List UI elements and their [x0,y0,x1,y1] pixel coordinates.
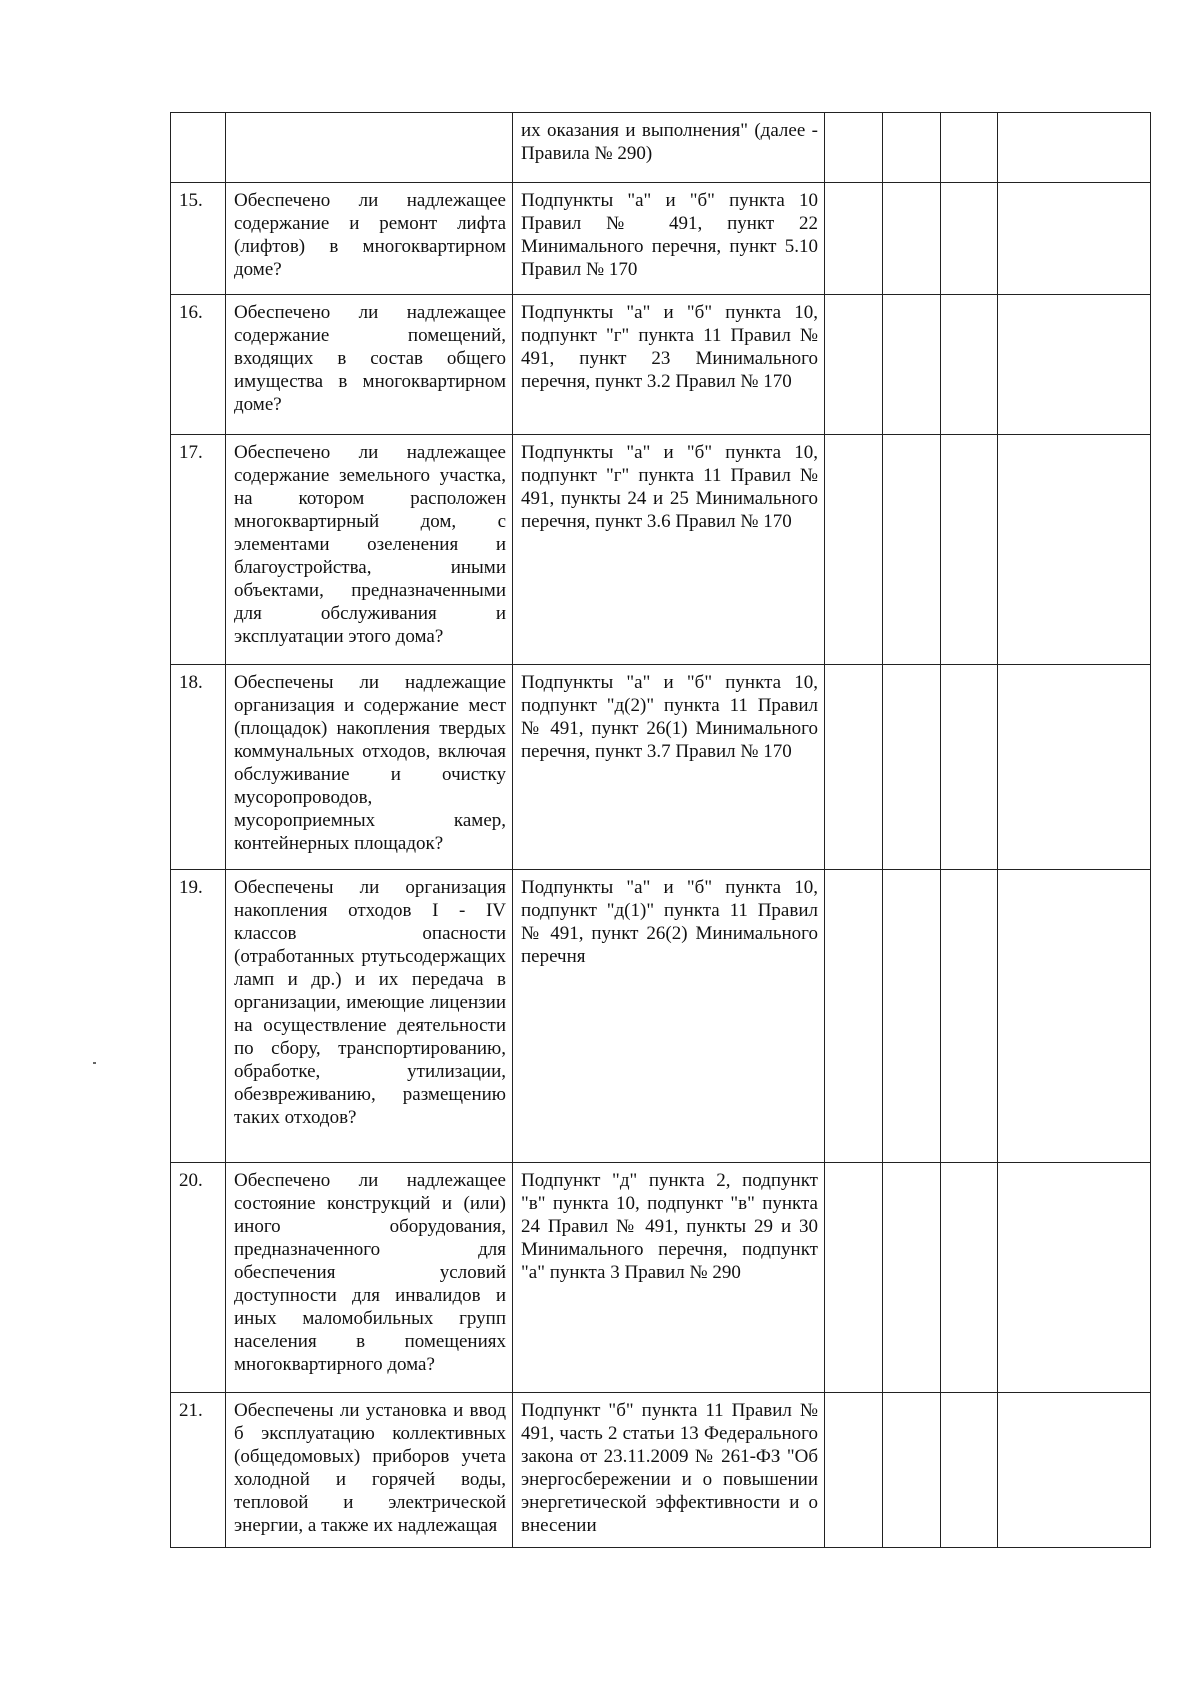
legal-reference: Подпункты "а" и "б" пункта 10, подпункт "г" пункта 11 Правил № 491, пункт 23 Минимального перечня, пункт 3.2 Правил № 170 [513,295,825,435]
answer-na-cell [941,435,998,665]
answer-yes-cell [825,113,883,183]
answer-yes-cell [825,295,883,435]
answer-no-cell [883,870,941,1163]
answer-no-cell [883,183,941,295]
note-cell [998,1163,1151,1393]
table-row [171,870,1151,1163]
answer-yes-cell [825,665,883,870]
note-cell [998,435,1151,665]
row-number: 17. [171,435,226,665]
requirement-question: Обеспечено ли надлежащее содержание и ремонт лифта (лифтов) в многоквартирном доме? [226,183,513,295]
legal-reference: Подпункт "б" пункта 11 Правил № 491, часть 2 статьи 13 Федерального закона от 23.11.2009 № 261-ФЗ "Об энергосбережении и о повышении энергетической эффективности и о внесении [513,1393,825,1548]
table-row [171,1163,1151,1393]
answer-no-cell [883,1163,941,1393]
table-row [171,113,1151,183]
requirement-question [226,113,513,183]
scan-speck [93,1062,96,1064]
answer-na-cell [941,1163,998,1393]
answer-no-cell [883,1393,941,1548]
requirement-question: Обеспечены ли организация накопления отходов I - IV классов опасности (отработанных ртутьсодержащих ламп и др.) и их передача в организации, имеющие лицензии на осуществление деятельности по сбору, транспортированию, обработке, утилизации, обезвреживанию, размещению таких отходов? [226,870,513,1163]
legal-reference: Подпункты "а" и "б" пункта 10, подпункт "д(2)" пункта 11 Правил № 491, пункт 26(1) Минимального перечня, пункт 3.7 Правил № 170 [513,665,825,870]
requirement-question: Обеспечено ли надлежащее содержание земельного участка, на котором расположен многоквартирный дом, с элементами озеленения и благоустройства, иными объектами, предназначенными для обслуживания и эксплуатации этого дома? [226,435,513,665]
table-row [171,183,1151,295]
answer-no-cell [883,665,941,870]
legal-reference: их оказания и выполнения" (далее - Правила № 290) [513,113,825,183]
note-cell [998,183,1151,295]
row-number: 20. [171,1163,226,1393]
note-cell [998,665,1151,870]
row-number: 21. [171,1393,226,1548]
answer-na-cell [941,1393,998,1548]
legal-reference: Подпункты "а" и "б" пункта 10, подпункт "д(1)" пункта 11 Правил № 491, пункт 26(2) Минимального перечня [513,870,825,1163]
note-cell [998,1393,1151,1548]
requirement-question: Обеспечены ли установка и ввод б эксплуатацию коллективных (общедомовых) приборов учета холодной и горячей воды, тепловой и электрической энергии, а также их надлежащая [226,1393,513,1548]
answer-yes-cell [825,183,883,295]
row-number: 19. [171,870,226,1163]
legal-reference: Подпункты "а" и "б" пункта 10, подпункт "г" пункта 11 Правил № 491, пункты 24 и 25 Минимального перечня, пункт 3.6 Правил № 170 [513,435,825,665]
answer-yes-cell [825,435,883,665]
requirement-question: Обеспечено ли надлежащее содержание помещений, входящих в состав общего имущества в многоквартирном доме? [226,295,513,435]
checklist-table [170,112,1151,1548]
table-row [171,435,1151,665]
note-cell [998,295,1151,435]
table-row [171,295,1151,435]
answer-yes-cell [825,870,883,1163]
answer-na-cell [941,870,998,1163]
legal-reference: Подпункт "д" пункта 2, подпункт "в" пункта 10, подпункт "в" пункта 24 Правил № 491, пункты 29 и 30 Минимального перечня, подпункт "а" пункта 3 Правил № 290 [513,1163,825,1393]
row-number: 16. [171,295,226,435]
table-row [171,665,1151,870]
answer-na-cell [941,113,998,183]
answer-no-cell [883,435,941,665]
answer-na-cell [941,295,998,435]
table-row [171,1393,1151,1548]
answer-yes-cell [825,1393,883,1548]
answer-na-cell [941,665,998,870]
legal-reference: Подпункты "а" и "б" пункта 10 Правил № 491, пункт 22 Минимального перечня, пункт 5.10 Правил № 170 [513,183,825,295]
answer-no-cell [883,113,941,183]
answer-na-cell [941,183,998,295]
note-cell [998,113,1151,183]
requirement-question: Обеспечено ли надлежащее состояние конструкций и (или) иного оборудования, предназначенного для обеспечения условий доступности для инвалидов и иных маломобильных групп населения в помещениях многоквартирного дома? [226,1163,513,1393]
answer-yes-cell [825,1163,883,1393]
requirement-question: Обеспечены ли надлежащие организация и содержание мест (площадок) накопления твердых коммунальных отходов, включая обслуживание и очистку мусоропроводов, мусороприемных камер, контейнерных площадок? [226,665,513,870]
answer-no-cell [883,295,941,435]
row-number: 15. [171,183,226,295]
row-number [171,113,226,183]
note-cell [998,870,1151,1163]
row-number: 18. [171,665,226,870]
